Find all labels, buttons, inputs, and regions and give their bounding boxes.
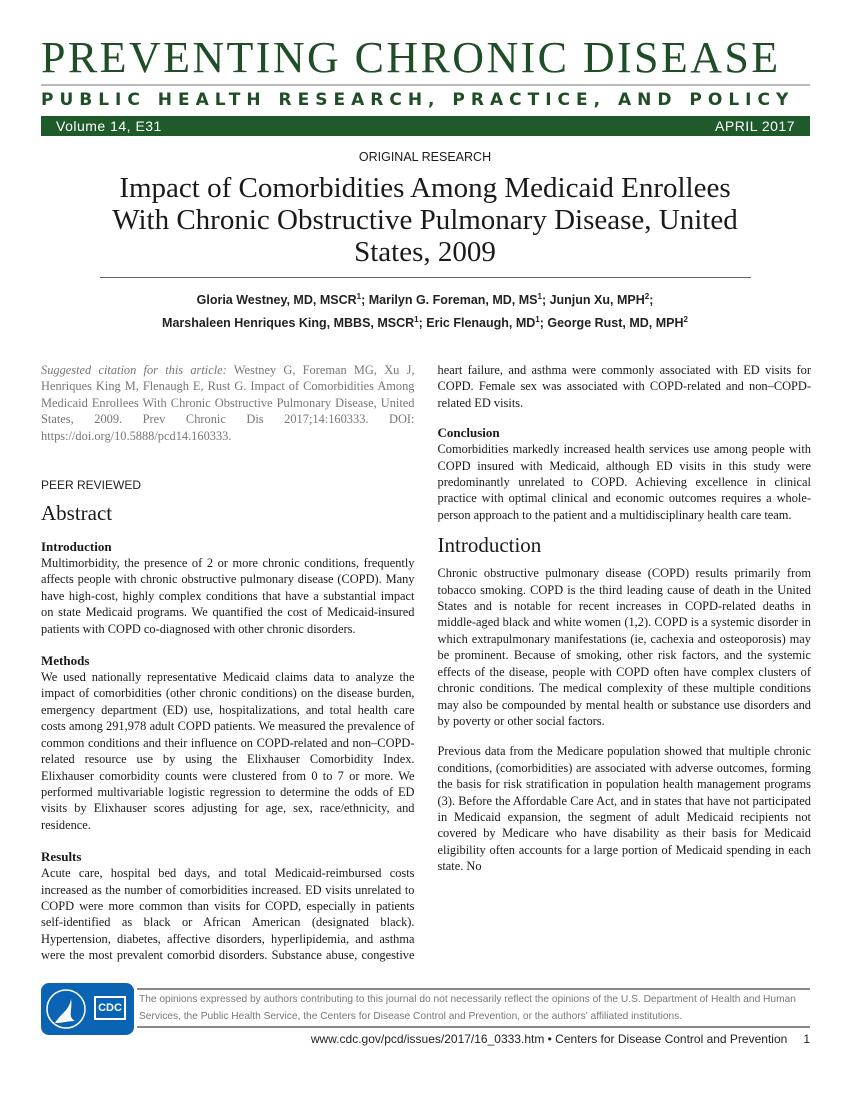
peer-reviewed-label: PEER REVIEWED	[41, 478, 142, 493]
hhs-eagle-icon	[41, 983, 91, 1035]
author-line: Gloria Westney, MD, MSCR$^1$; Marilyn G. Foreman, MD, $MS^1$; Junjun Xu, MPH$^2$;	[196, 291, 654, 307]
footer-url: www.cdc.gov/pcd/issues/2017/16_0333.htm • Centers for Disease Control and Prevention	[310, 1032, 788, 1046]
suggested-citation: Suggested citation for this article: Westney G, Foreman MG, Xu J, Henriques King M, Flenaugh E, Rust G. Impact of Comorbidities Among Medicaid Enrollees With Chronic Obstructive Pulmonary Disease, United States, 2009. Prev Chronic Dis 2017;14:160333. DOI: https://doi.org/10.5888/pcd14.160333.	[41, 363, 415, 443]
hhs-cdc-logo	[41, 983, 134, 1035]
abstract-heading: Abstract	[41, 501, 113, 526]
article-type: ORIGINAL RESEARCH	[358, 150, 492, 164]
masthead	[41, 33, 810, 136]
disclaimer: The opinions expressed by authors contributing to this journal do not necessarily reflect the opinions of the U.S. Department of Health and Human Services, the Public Health Service, the Centers for Disease Control and Prevention, or the authors' affiliated institutions.	[139, 994, 796, 1022]
journal-subtitle: PUBLIC HEALTH RESEARCH, PRACTICE, AND POLICY	[41, 90, 795, 110]
abstract-introduction: Multimorbidity, the presence of 2 or more chronic conditions, frequently affects people with chronic obstructive pulmonary disease (COPD). Many have high-cost, highly complex conditions that have a substantial impact on state Medicaid programs. We quantified the cost of Medicaid-insured patients with COPD co-diagnosed with other chronic disorders.	[41, 556, 415, 636]
divider	[100, 277, 751, 278]
page-footer	[311, 1032, 810, 1047]
volume: Volume 14, E31	[56, 118, 162, 134]
journal-title: PREVENTING CHRONIC DISEASE	[41, 33, 781, 82]
article-title: Impact of Comorbidities Among Medicaid Enrollees With Chronic Obstructive Pulmonary Disease, United States, 2009	[112, 172, 738, 268]
page-number: 1	[803, 1032, 810, 1046]
divider	[137, 1026, 810, 1028]
issue-bar	[41, 116, 810, 136]
issue-date: APRIL 2017	[715, 118, 795, 134]
section-heading: Introduction	[41, 539, 112, 555]
article-body	[41, 362, 811, 974]
introduction-heading: Introduction	[437, 533, 542, 558]
introduction-paragraph: Previous data from the Medicare population showed that multiple chronic conditions, (comorbidities) are associated with adverse outcomes, forming the basis for risk stratification in population health management programs (3). Before the Affordable Care Act, and in states that have not participated in Medicaid expansion, the segment of adult Medicaid recipients not covered by Medicare who have disability as their basis for Medicaid eligibility often accounts for a large portion of Medicaid spending in each state. No	[437, 744, 811, 874]
divider	[137, 988, 810, 990]
abstract-conclusion: Comorbidities markedly increased health services use among people with COPD insured with Medicaid, although ED visits in this study were predominantly unrelated to COPD. Achieving excellence in clinical practice with optimal clinical and economic outcomes requires a whole-person approach to the patient and a multidisciplinary health care team.	[437, 442, 811, 522]
abstract-methods: We used nationally representative Medicaid claims data to analyze the impact of comorbidities (other chronic conditions) on the disease burden, emergency department (ED) use, hospitalizations, and total health care costs among 291,978 adult COPD patients. We measured the prevalence of common conditions and their influence on COPD-related and non–COPD-related resource use by using the Elixhauser Comorbidity Index. Elixhauser comorbidity counts were clustered from 0 to 7 or more. We performed multivariable logistic regression to determine the odds of ED visits by Elixhauser scores adjusting for age, sex, race/ethnicity, and residence.	[41, 670, 415, 832]
divider	[41, 84, 810, 86]
cdc-logo-text: CDC	[94, 996, 126, 1020]
author-line: Marshaleen Henriques King, MBBS, MSCR$^1$; Eric Flenaugh, $MD^1$; George Rust, MD, MPH$^2$	[162, 314, 688, 330]
section-heading: Results	[41, 849, 82, 865]
abstract-results: Acute care, hospital bed days, and total Medicaid-reimbursed costs increased as the number of comorbidities increased. ED visits unrelated to COPD were more common than visits for COPD, especially in patients self-identified as black or African American (designated black). Hypertension, diabetes, affective disorders, hyperlipidemia, and asthma were the most prevalent comorbid disorders. Substance abuse, congestive heart failure, and asthma were commonly associated with ED visits for COPD. Female sex was associated with COPD-related and non–COPD-related ED visits.	[41, 363, 811, 963]
introduction-paragraph: Chronic obstructive pulmonary disease (COPD) results primarily from tobacco smoking. COPD is the third leading cause of death in the United States and is notable for recent increases in COPD-related deaths in middle-aged black and white women (1,2). COPD is a systemic disorder in which extrapulmonary manifestations (ie, cachexia and osteoporosis) may be prominent. Because of smoking, other risk factors, and the systemic effects of the disease, people with COPD often have complex clusters of chronic conditions. The medical complexity of these multiple conditions may also be compounded by mental health or substance use disorders and by poverty or other social factors.	[437, 566, 811, 728]
authors	[60, 289, 790, 335]
section-heading: Methods	[41, 653, 90, 669]
section-heading: Conclusion	[437, 425, 500, 441]
